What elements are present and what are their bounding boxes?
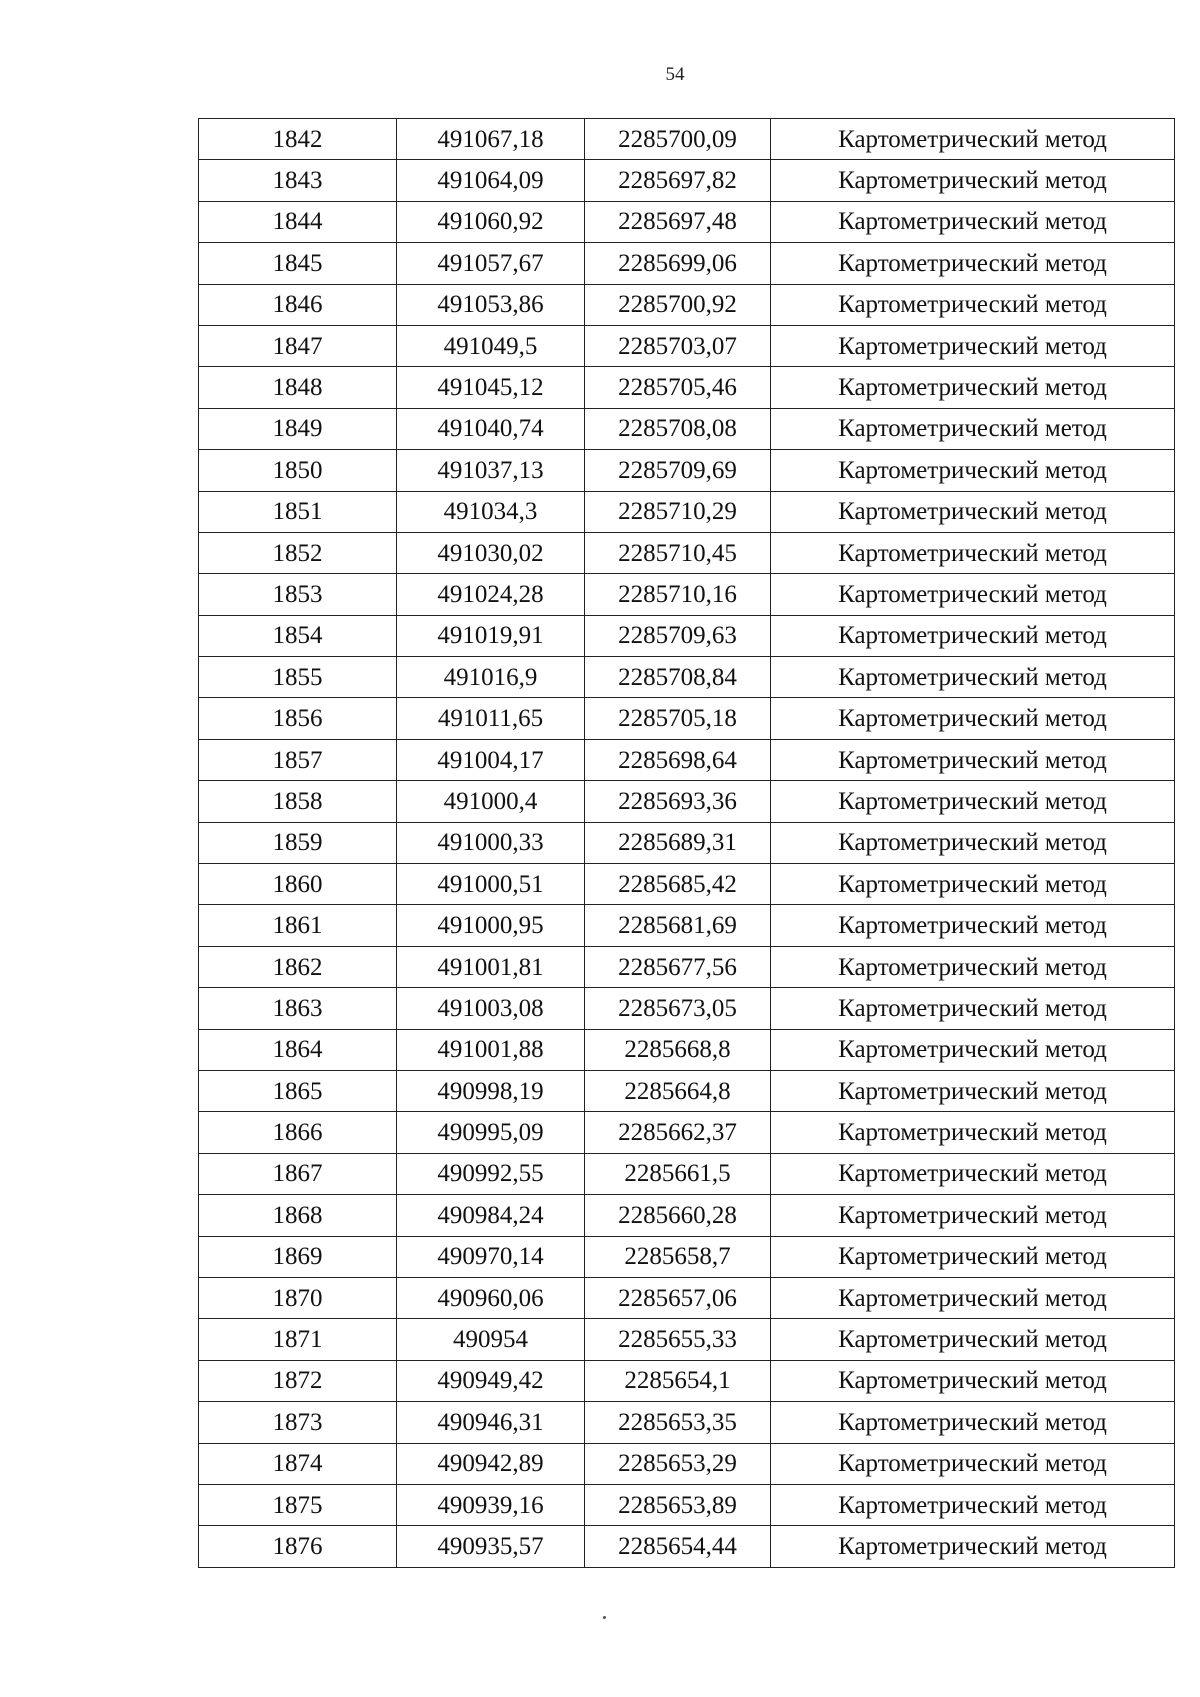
y-coordinate-cell: 2285654,44 — [585, 1526, 771, 1567]
y-coordinate-cell: 2285697,48 — [585, 201, 771, 242]
table-row — [199, 491, 1175, 532]
point-number-cell: 1861 — [199, 905, 397, 946]
method-cell: Картометрический метод — [771, 1402, 1175, 1443]
point-number-cell: 1853 — [199, 574, 397, 615]
point-number-cell: 1854 — [199, 615, 397, 656]
method-cell: Картометрический метод — [771, 1526, 1175, 1567]
method-cell: Картометрический метод — [771, 1319, 1175, 1360]
table-row — [199, 988, 1175, 1029]
x-coordinate-cell: 491011,65 — [397, 698, 585, 739]
table-row — [199, 1484, 1175, 1525]
method-cell: Картометрический метод — [771, 1029, 1175, 1070]
table-row — [199, 864, 1175, 905]
y-coordinate-cell: 2285653,35 — [585, 1402, 771, 1443]
x-coordinate-cell: 491024,28 — [397, 574, 585, 615]
x-coordinate-cell: 490998,19 — [397, 1070, 585, 1111]
y-coordinate-cell: 2285657,06 — [585, 1277, 771, 1318]
table-row — [199, 367, 1175, 408]
table-row — [199, 450, 1175, 491]
table-row — [199, 160, 1175, 201]
table-row — [199, 1070, 1175, 1111]
table-row — [199, 739, 1175, 780]
x-coordinate-cell: 491045,12 — [397, 367, 585, 408]
x-coordinate-cell: 491034,3 — [397, 491, 585, 532]
y-coordinate-cell: 2285662,37 — [585, 1112, 771, 1153]
table-row — [199, 781, 1175, 822]
y-coordinate-cell: 2285658,7 — [585, 1236, 771, 1277]
method-cell: Картометрический метод — [771, 408, 1175, 449]
x-coordinate-cell: 491049,5 — [397, 325, 585, 366]
x-coordinate-cell: 491000,4 — [397, 781, 585, 822]
method-cell: Картометрический метод — [771, 1070, 1175, 1111]
point-number-cell: 1844 — [199, 201, 397, 242]
point-number-cell: 1857 — [199, 739, 397, 780]
y-coordinate-cell: 2285710,29 — [585, 491, 771, 532]
point-number-cell: 1856 — [199, 698, 397, 739]
point-number-cell: 1864 — [199, 1029, 397, 1070]
x-coordinate-cell: 491019,91 — [397, 615, 585, 656]
table-row — [199, 1195, 1175, 1236]
point-number-cell: 1860 — [199, 864, 397, 905]
point-number-cell: 1858 — [199, 781, 397, 822]
method-cell: Картометрический метод — [771, 119, 1175, 160]
x-coordinate-cell: 491057,67 — [397, 243, 585, 284]
y-coordinate-cell: 2285677,56 — [585, 946, 771, 987]
method-cell: Картометрический метод — [771, 698, 1175, 739]
table-row — [199, 1319, 1175, 1360]
point-number-cell: 1873 — [199, 1402, 397, 1443]
method-cell: Картометрический метод — [771, 284, 1175, 325]
y-coordinate-cell: 2285700,92 — [585, 284, 771, 325]
point-number-cell: 1846 — [199, 284, 397, 325]
x-coordinate-cell: 490960,06 — [397, 1277, 585, 1318]
point-number-cell: 1862 — [199, 946, 397, 987]
y-coordinate-cell: 2285709,63 — [585, 615, 771, 656]
x-coordinate-cell: 491037,13 — [397, 450, 585, 491]
point-number-cell: 1870 — [199, 1277, 397, 1318]
method-cell: Картометрический метод — [771, 864, 1175, 905]
x-coordinate-cell: 490939,16 — [397, 1484, 585, 1525]
y-coordinate-cell: 2285664,8 — [585, 1070, 771, 1111]
table-row — [199, 1526, 1175, 1567]
point-number-cell: 1865 — [199, 1070, 397, 1111]
method-cell: Картометрический метод — [771, 1236, 1175, 1277]
x-coordinate-cell: 490949,42 — [397, 1360, 585, 1401]
y-coordinate-cell: 2285653,89 — [585, 1484, 771, 1525]
x-coordinate-cell: 491030,02 — [397, 532, 585, 573]
x-coordinate-cell: 490995,09 — [397, 1112, 585, 1153]
x-coordinate-cell: 491004,17 — [397, 739, 585, 780]
point-number-cell: 1850 — [199, 450, 397, 491]
method-cell: Картометрический метод — [771, 491, 1175, 532]
x-coordinate-cell: 490954 — [397, 1319, 585, 1360]
method-cell: Картометрический метод — [771, 325, 1175, 366]
y-coordinate-cell: 2285668,8 — [585, 1029, 771, 1070]
table-row — [199, 1443, 1175, 1484]
point-number-cell: 1842 — [199, 119, 397, 160]
method-cell: Картометрический метод — [771, 1277, 1175, 1318]
table-row — [199, 408, 1175, 449]
x-coordinate-cell: 490935,57 — [397, 1526, 585, 1567]
point-number-cell: 1851 — [199, 491, 397, 532]
table-row — [199, 119, 1175, 160]
method-cell: Картометрический метод — [771, 905, 1175, 946]
method-cell: Картометрический метод — [771, 781, 1175, 822]
point-number-cell: 1871 — [199, 1319, 397, 1360]
method-cell: Картометрический метод — [771, 1360, 1175, 1401]
table-row — [199, 284, 1175, 325]
table-row — [199, 822, 1175, 863]
y-coordinate-cell: 2285708,84 — [585, 657, 771, 698]
y-coordinate-cell: 2285710,45 — [585, 532, 771, 573]
point-number-cell: 1849 — [199, 408, 397, 449]
method-cell: Картометрический метод — [771, 1112, 1175, 1153]
table-row — [199, 698, 1175, 739]
table-row — [199, 201, 1175, 242]
method-cell: Картометрический метод — [771, 739, 1175, 780]
table-row — [199, 905, 1175, 946]
point-number-cell: 1863 — [199, 988, 397, 1029]
x-coordinate-cell: 490992,55 — [397, 1153, 585, 1194]
table-row — [199, 1029, 1175, 1070]
x-coordinate-cell: 491001,88 — [397, 1029, 585, 1070]
y-coordinate-cell: 2285710,16 — [585, 574, 771, 615]
point-number-cell: 1843 — [199, 160, 397, 201]
y-coordinate-cell: 2285661,5 — [585, 1153, 771, 1194]
table-row — [199, 1236, 1175, 1277]
point-number-cell: 1855 — [199, 657, 397, 698]
x-coordinate-cell: 491001,81 — [397, 946, 585, 987]
y-coordinate-cell: 2285653,29 — [585, 1443, 771, 1484]
y-coordinate-cell: 2285708,08 — [585, 408, 771, 449]
y-coordinate-cell: 2285700,09 — [585, 119, 771, 160]
table-row — [199, 1402, 1175, 1443]
method-cell: Картометрический метод — [771, 1484, 1175, 1525]
y-coordinate-cell: 2285654,1 — [585, 1360, 771, 1401]
method-cell: Картометрический метод — [771, 946, 1175, 987]
method-cell: Картометрический метод — [771, 160, 1175, 201]
page-number: 54 — [665, 64, 685, 85]
table-row — [199, 574, 1175, 615]
table-row — [199, 946, 1175, 987]
coordinates-table-body — [199, 119, 1175, 1568]
method-cell: Картометрический метод — [771, 1195, 1175, 1236]
method-cell: Картометрический метод — [771, 532, 1175, 573]
method-cell: Картометрический метод — [771, 574, 1175, 615]
method-cell: Картометрический метод — [771, 657, 1175, 698]
y-coordinate-cell: 2285685,42 — [585, 864, 771, 905]
table-row — [199, 1277, 1175, 1318]
x-coordinate-cell: 490946,31 — [397, 1402, 585, 1443]
x-coordinate-cell: 490970,14 — [397, 1236, 585, 1277]
point-number-cell: 1845 — [199, 243, 397, 284]
point-number-cell: 1867 — [199, 1153, 397, 1194]
method-cell: Картометрический метод — [771, 201, 1175, 242]
table-row — [199, 243, 1175, 284]
point-number-cell: 1866 — [199, 1112, 397, 1153]
point-number-cell: 1876 — [199, 1526, 397, 1567]
x-coordinate-cell: 491064,09 — [397, 160, 585, 201]
method-cell: Картометрический метод — [771, 450, 1175, 491]
x-coordinate-cell: 491060,92 — [397, 201, 585, 242]
y-coordinate-cell: 2285698,64 — [585, 739, 771, 780]
point-number-cell: 1874 — [199, 1443, 397, 1484]
y-coordinate-cell: 2285689,31 — [585, 822, 771, 863]
y-coordinate-cell: 2285660,28 — [585, 1195, 771, 1236]
y-coordinate-cell: 2285697,82 — [585, 160, 771, 201]
point-number-cell: 1872 — [199, 1360, 397, 1401]
y-coordinate-cell: 2285693,36 — [585, 781, 771, 822]
point-number-cell: 1847 — [199, 325, 397, 366]
coordinates-table — [198, 118, 1175, 1568]
point-number-cell: 1869 — [199, 1236, 397, 1277]
table-row — [199, 657, 1175, 698]
x-coordinate-cell: 491040,74 — [397, 408, 585, 449]
table-row — [199, 325, 1175, 366]
table-row — [199, 1360, 1175, 1401]
table-row — [199, 615, 1175, 656]
point-number-cell: 1875 — [199, 1484, 397, 1525]
y-coordinate-cell: 2285655,33 — [585, 1319, 771, 1360]
y-coordinate-cell: 2285673,05 — [585, 988, 771, 1029]
table-row — [199, 532, 1175, 573]
point-number-cell: 1852 — [199, 532, 397, 573]
x-coordinate-cell: 491000,51 — [397, 864, 585, 905]
method-cell: Картометрический метод — [771, 1443, 1175, 1484]
y-coordinate-cell: 2285709,69 — [585, 450, 771, 491]
method-cell: Картометрический метод — [771, 615, 1175, 656]
x-coordinate-cell: 491053,86 — [397, 284, 585, 325]
x-coordinate-cell: 491003,08 — [397, 988, 585, 1029]
x-coordinate-cell: 490942,89 — [397, 1443, 585, 1484]
x-coordinate-cell: 491000,33 — [397, 822, 585, 863]
method-cell: Картометрический метод — [771, 243, 1175, 284]
y-coordinate-cell: 2285705,18 — [585, 698, 771, 739]
method-cell: Картометрический метод — [771, 1153, 1175, 1194]
point-number-cell: 1868 — [199, 1195, 397, 1236]
point-number-cell: 1859 — [199, 822, 397, 863]
x-coordinate-cell: 491016,9 — [397, 657, 585, 698]
point-number-cell: 1848 — [199, 367, 397, 408]
scan-speck — [603, 1616, 606, 1619]
method-cell: Картометрический метод — [771, 822, 1175, 863]
x-coordinate-cell: 490984,24 — [397, 1195, 585, 1236]
method-cell: Картометрический метод — [771, 367, 1175, 408]
table-row — [199, 1153, 1175, 1194]
x-coordinate-cell: 491067,18 — [397, 119, 585, 160]
x-coordinate-cell: 491000,95 — [397, 905, 585, 946]
table-row — [199, 1112, 1175, 1153]
y-coordinate-cell: 2285681,69 — [585, 905, 771, 946]
y-coordinate-cell: 2285703,07 — [585, 325, 771, 366]
method-cell: Картометрический метод — [771, 988, 1175, 1029]
y-coordinate-cell: 2285705,46 — [585, 367, 771, 408]
y-coordinate-cell: 2285699,06 — [585, 243, 771, 284]
